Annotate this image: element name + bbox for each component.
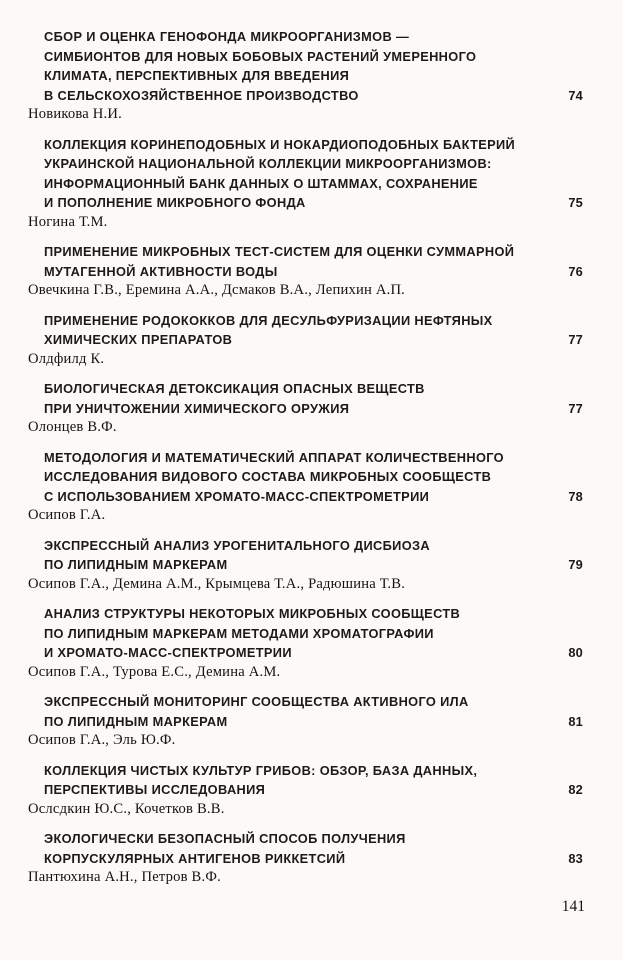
entry-title <box>28 27 583 105</box>
entry-page-number: 77 <box>568 332 583 347</box>
entry-authors: Олдфилд К. <box>28 350 105 367</box>
title-line: СБОР И ОЦЕНКА ГЕНОФОНДА МИКРООРГАНИЗМОВ — <box>44 29 410 44</box>
title-line: КОРПУСКУЛЯРНЫХ АНТИГЕНОВ РИККЕТСИЙ <box>44 850 346 866</box>
title-line: ПО ЛИПИДНЫМ МАРКЕРАМ <box>44 557 228 572</box>
title-line: ПО ЛИПИДНЫМ МАРКЕРАМ МЕТОДАМИ ХРОМАТОГРАФИИ <box>44 625 434 641</box>
title-line: ЭКОЛОГИЧЕСКИ БЕЗОПАСНЫЙ СПОСОБ ПОЛУЧЕНИЯ <box>44 831 406 846</box>
title-line: И ПОПОЛНЕНИЕ МИКРОБНОГО ФОНДА <box>44 195 306 210</box>
toc-entry <box>28 242 583 301</box>
entry-authors: Ослсдкин Ю.С., Кочетков В.В. <box>28 800 225 817</box>
entry-page-number: 80 <box>568 645 583 660</box>
entry-title <box>28 311 583 350</box>
entry-authors: Олонцев В.Ф. <box>28 419 117 435</box>
title-line: ПРИМЕНЕНИЕ РОДОКОККОВ ДЛЯ ДЕСУЛЬФУРИЗАЦИИ НЕФТЯНЫХ <box>44 312 493 328</box>
entry-page-number: 81 <box>568 713 583 729</box>
entry-authors: Осипов Г.А. <box>28 507 106 523</box>
toc-entry <box>28 135 583 233</box>
toc-entry <box>28 379 583 438</box>
title-line: ПЕРСПЕКТИВЫ ИССЛЕДОВАНИЯ <box>44 782 266 797</box>
toc-entry <box>28 448 583 526</box>
title-line: ПО ЛИПИДНЫМ МАРКЕРАМ <box>44 713 228 729</box>
title-line: ХИМИЧЕСКИХ ПРЕПАРАТОВ <box>44 332 233 347</box>
toc-entry <box>28 311 583 370</box>
title-line: ИНФОРМАЦИОННЫЙ БАНК ДАННЫХ О ШТАММАХ, СОХРАНЕНИЕ <box>44 175 478 191</box>
title-line: ИССЛЕДОВАНИЯ ВИДОВОГО СОСТАВА МИКРОБНЫХ СООБЩЕСТВ <box>44 469 492 484</box>
title-line: И ХРОМАТО-МАСС-СПЕКТРОМЕТРИИ <box>44 645 292 660</box>
entry-title <box>28 692 583 731</box>
title-line: КЛИМАТА, ПЕРСПЕКТИВНЫХ ДЛЯ ВВЕДЕНИЯ <box>44 68 350 83</box>
title-line: ЭКСПРЕССНЫЙ МОНИТОРИНГ СООБЩЕСТВА АКТИВНОГО ИЛА <box>44 694 469 709</box>
title-line: В СЕЛЬСКОХОЗЯЙСТВЕННОЕ ПРОИЗВОДСТВО <box>44 87 359 103</box>
toc-entry <box>28 27 583 125</box>
toc-page <box>28 27 583 888</box>
entry-title <box>28 448 583 507</box>
title-line: МУТАГЕННОЙ АКТИВНОСТИ ВОДЫ <box>44 263 278 279</box>
entry-authors: Овечкина Г.В., Еремина А.А., Дсмаков В.А., Лепихин А.П. <box>28 282 406 298</box>
entry-page-number: 77 <box>568 400 583 416</box>
entry-page-number: 78 <box>568 488 583 504</box>
entry-authors: Ногина Т.М. <box>28 213 108 230</box>
entry-page-number: 76 <box>568 263 583 279</box>
title-line: АНАЛИЗ СТРУКТУРЫ НЕКОТОРЫХ МИКРОБНЫХ СООБЩЕСТВ <box>44 606 461 621</box>
entry-title <box>28 242 583 281</box>
title-line: ПРИ УНИЧТОЖЕНИИ ХИМИЧЕСКОГО ОРУЖИЯ <box>44 400 350 416</box>
entry-title <box>28 829 583 868</box>
toc-entry <box>28 692 583 751</box>
title-line: КОЛЛЕКЦИЯ КОРИНЕПОДОБНЫХ И НОКАРДИОПОДОБНЫХ БАКТЕРИЙ <box>44 136 516 152</box>
title-line: КОЛЛЕКЦИЯ ЧИСТЫХ КУЛЬТУР ГРИБОВ: ОБЗОР, БАЗА ДАННЫХ, <box>44 762 478 778</box>
entry-title <box>28 536 583 575</box>
toc-entry <box>28 761 583 820</box>
entry-page-number: 75 <box>568 195 583 210</box>
entry-page-number: 79 <box>568 557 583 572</box>
entry-title <box>28 379 583 418</box>
toc-entry <box>28 536 583 595</box>
title-line: МЕТОДОЛОГИЯ И МАТЕМАТИЧЕСКИЙ АППАРАТ КОЛИЧЕСТВЕННОГО <box>44 449 504 465</box>
entry-title <box>28 604 583 663</box>
entry-page-number: 83 <box>568 850 583 866</box>
title-line: ЭКСПРЕССНЫЙ АНАЛИЗ УРОГЕНИТАЛЬНОГО ДИСБИОЗА <box>44 537 430 553</box>
toc-entry <box>28 604 583 682</box>
entry-authors: Новикова Н.И. <box>28 106 122 122</box>
entry-authors: Осипов Г.А., Эль Ю.Ф. <box>28 732 176 748</box>
title-line: СИМБИОНТОВ ДЛЯ НОВЫХ БОБОВЫХ РАСТЕНИЙ УМЕРЕННОГО <box>44 48 477 64</box>
entry-authors: Осипов Г.А., Демина А.М., Крымцева Т.А., Радюшина Т.В. <box>28 575 406 592</box>
toc-entry <box>28 829 583 888</box>
title-line: УКРАИНСКОЙ НАЦИОНАЛЬНОЙ КОЛЛЕКЦИИ МИКРООРГАНИЗМОВ: <box>44 156 492 171</box>
entry-title <box>28 761 583 800</box>
title-line: ПРИМЕНЕНИЕ МИКРОБНЫХ ТЕСТ-СИСТЕМ ДЛЯ ОЦЕНКИ СУММАРНОЙ <box>44 244 515 259</box>
entry-authors: Осипов Г.А., Турова Е.С., Демина А.М. <box>28 663 281 680</box>
title-line: С ИСПОЛЬЗОВАНИЕМ ХРОМАТО-МАСС-СПЕКТРОМЕТРИИ <box>44 488 430 504</box>
entry-page-number: 74 <box>568 87 583 103</box>
entry-authors: Пантюхина А.Н., Петров В.Ф. <box>28 869 221 885</box>
folio-page-number: 141 <box>561 898 585 915</box>
title-line: БИОЛОГИЧЕСКАЯ ДЕТОКСИКАЦИЯ ОПАСНЫХ ВЕЩЕСТВ <box>44 381 425 396</box>
entry-title <box>28 135 583 213</box>
entry-page-number: 82 <box>568 782 583 797</box>
